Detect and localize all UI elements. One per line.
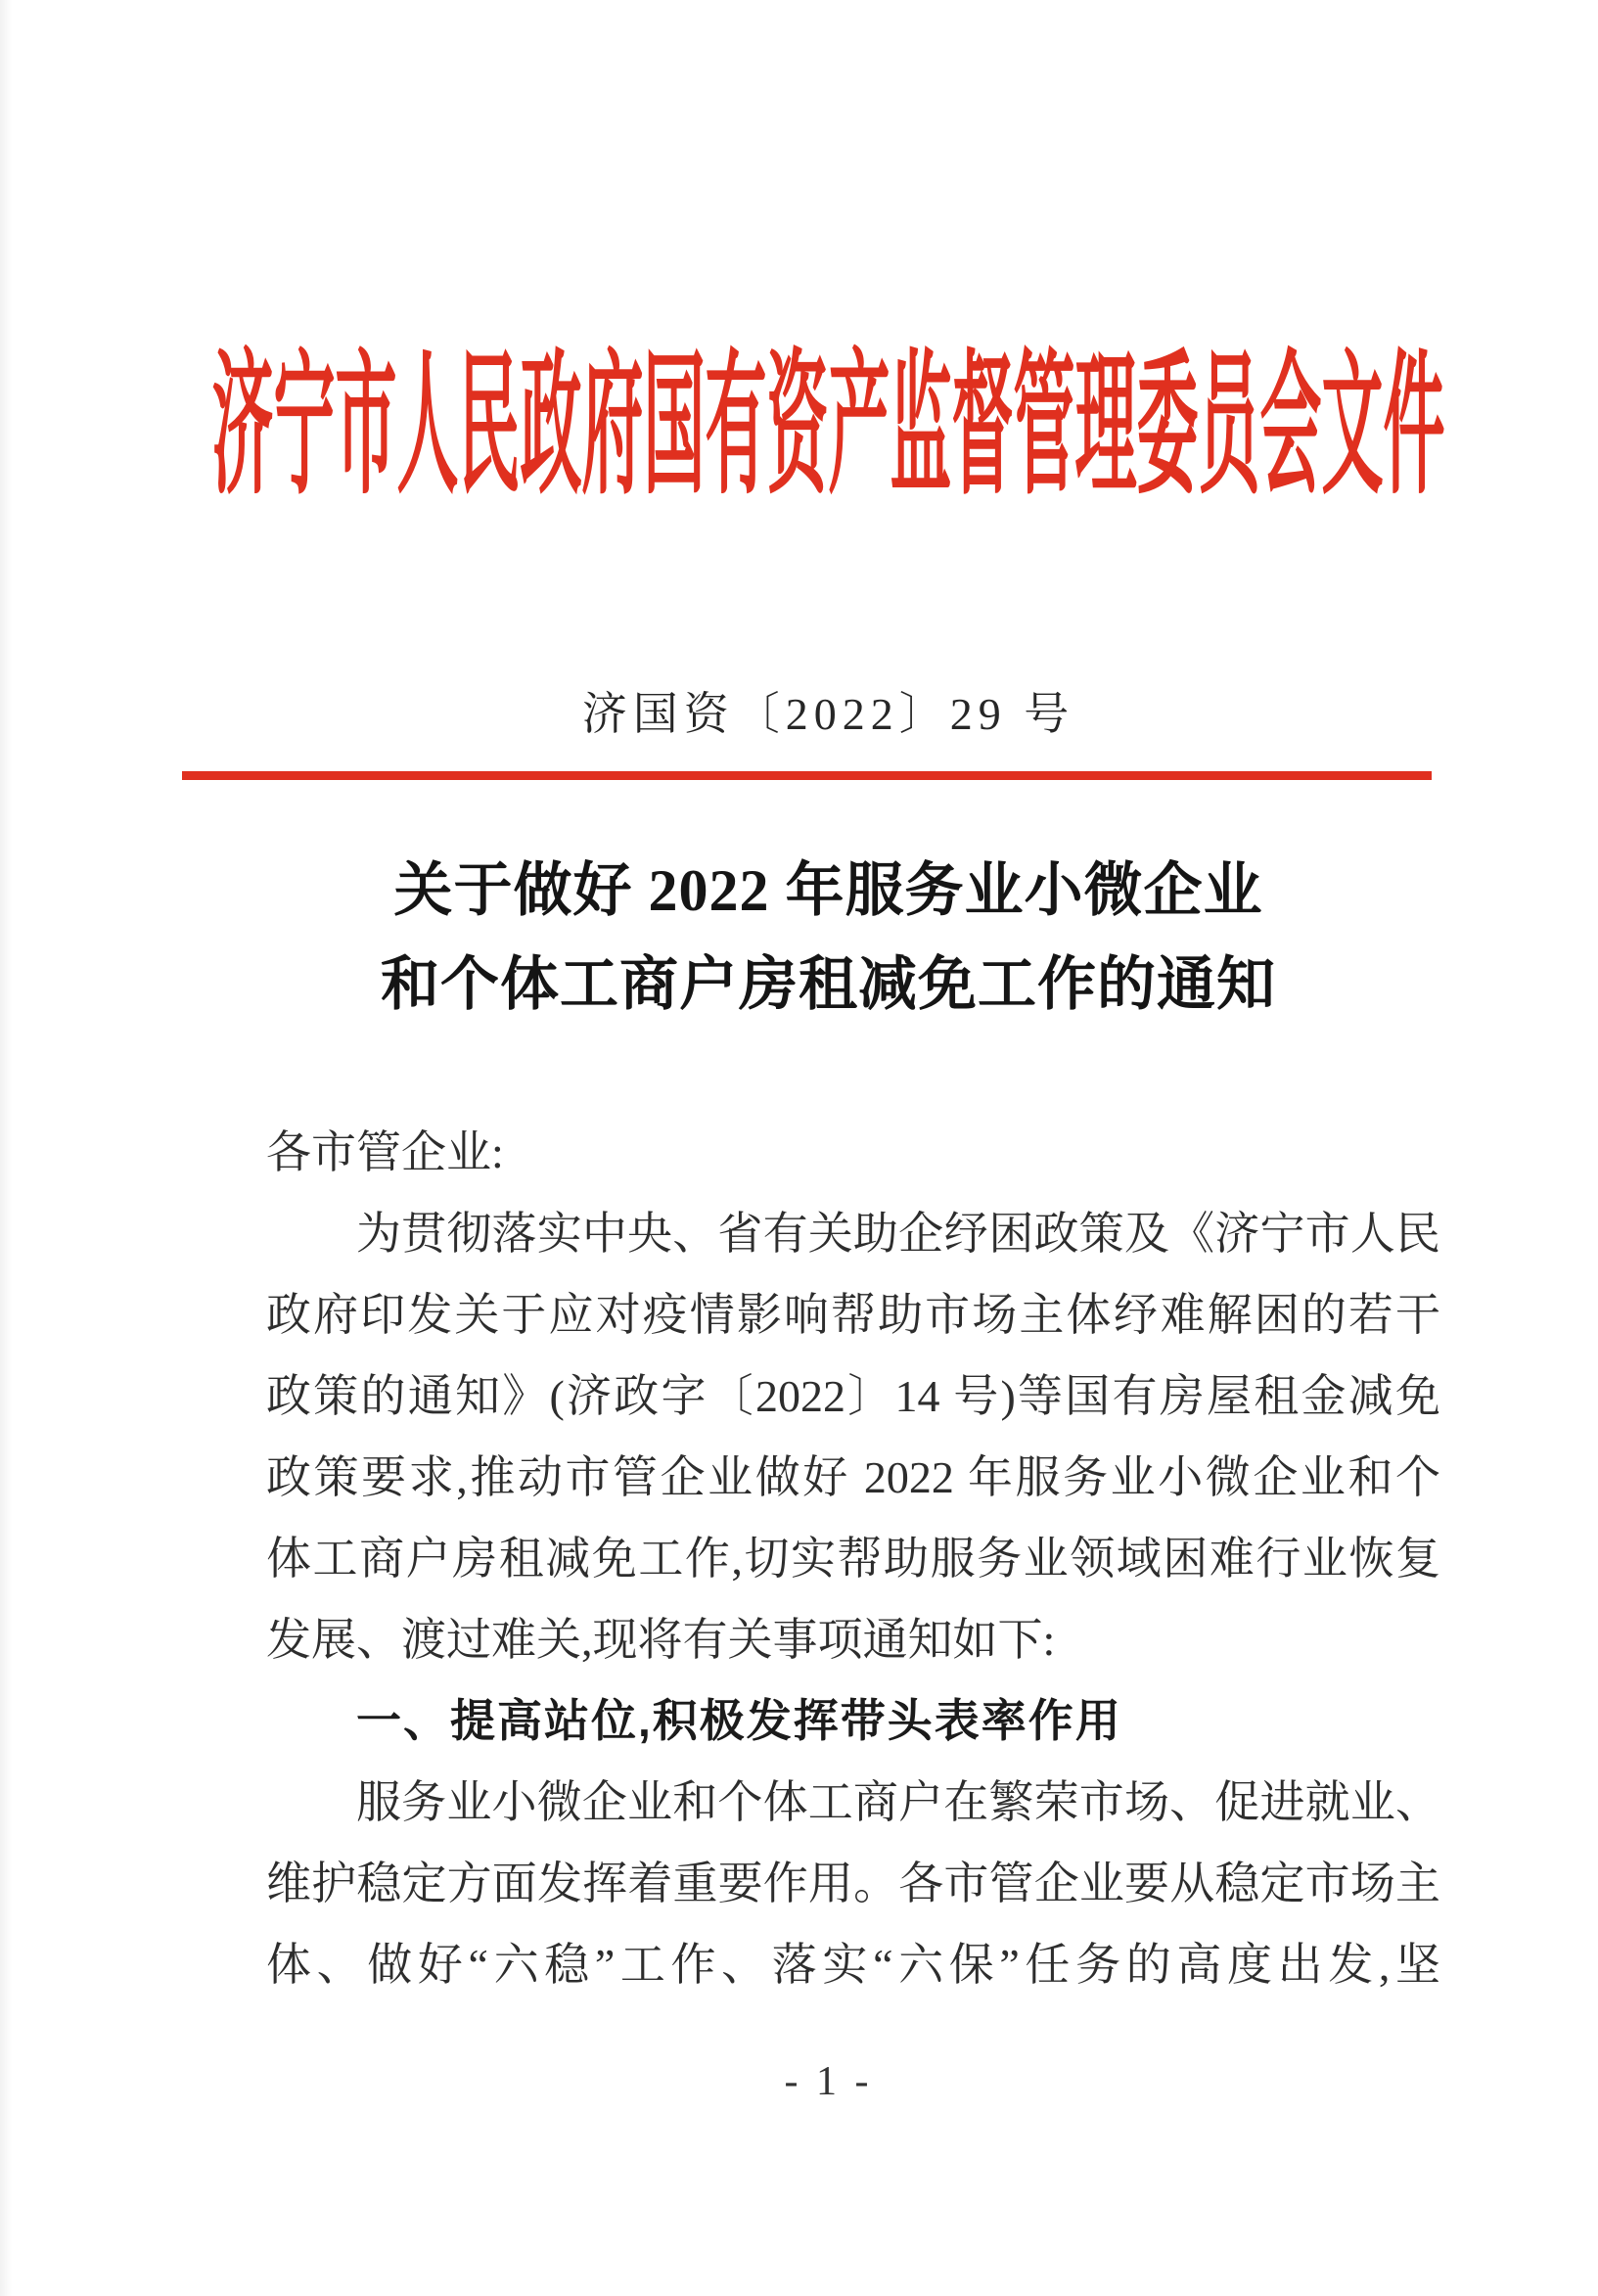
body-line: 政策的通知》(济政字〔2022〕14 号)等国有房屋租金减免 [266,1371,1440,1421]
body-line: 体、做好“六稳”工作、落实“六保”任务的高度出发,坚 [266,1940,1440,1990]
document-title-line2: 和个体工商户房租减免工作的通知 [381,952,1276,1017]
document-title [59,844,1598,1032]
body-line: 维护稳定方面发挥着重要作用。各市管企业要从稳定市场主 [266,1859,1440,1908]
red-letterhead [59,341,1598,515]
body-line: 政策要求,推动市管企业做好 2022 年服务业小微企业和个 [266,1452,1440,1502]
document-reference-number: 济国资〔2022〕29 号 [581,689,1075,739]
body-line: 体工商户房租减免工作,切实帮助服务业领域困难行业恢复 [266,1534,1440,1584]
body-line: 政府印发关于应对疫情影响帮助市场主体纾难解困的若干 [266,1290,1440,1340]
issuing-authority-title: 济宁市人民政府国有资产监督管理委员会文件 [211,340,1445,513]
body-line: 为贯彻落实中央、省有关助企纾困政策及《济宁市人民 [356,1209,1440,1259]
body-line: 发展、渡过难关,现将有关事项通知如下: [266,1615,1056,1665]
page-number: - 1 - [784,2059,873,2104]
salutation-line: 各市管企业: [266,1127,504,1177]
document-body [266,1112,1440,2005]
section-heading: 一、提高站位,积极发挥带头表率作用 [356,1695,1122,1746]
document-title-line1: 关于做好 2022 年服务业小微企业 [393,858,1263,923]
body-line: 服务业小微企业和个体工商户在繁荣市场、促进就业、 [356,1777,1440,1827]
scan-edge-shadow [0,0,12,2296]
red-divider-line [182,771,1432,780]
